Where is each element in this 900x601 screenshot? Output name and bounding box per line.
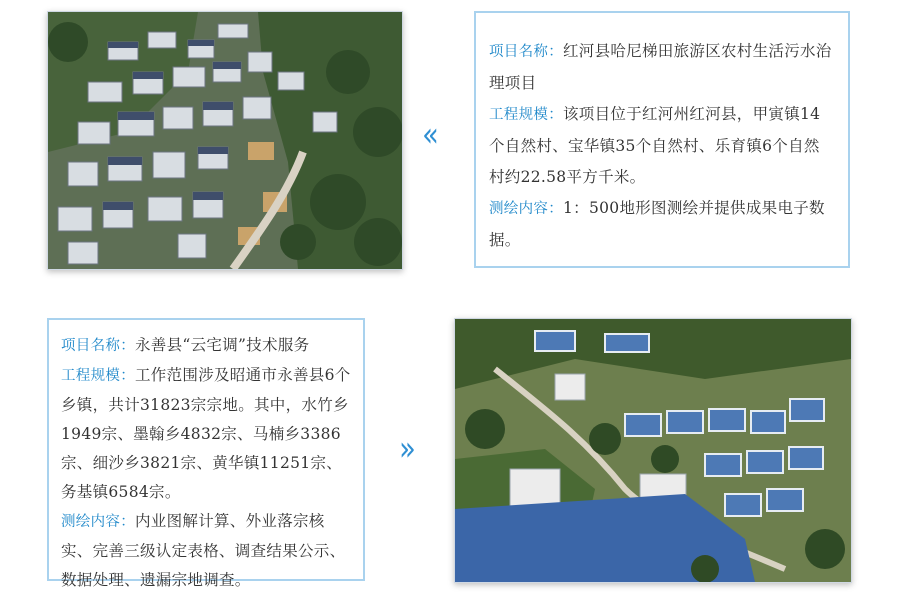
project-card-2 (47, 318, 365, 589)
project-name-value: 红河县哈尼梯田旅游区农村生活污水治理项目 (489, 42, 832, 92)
village-aerial-photo-1 (47, 11, 403, 270)
project-scale-label: 工程规模： (489, 107, 563, 123)
project-name-label: 项目名称： (61, 338, 135, 354)
survey-content-value: 1：500地形图测绘并提供成果电子数据。 (489, 199, 825, 249)
double-chevron-left-icon: « (422, 115, 439, 155)
project-2-name-row (61, 331, 353, 361)
project-2-content-row (61, 507, 353, 595)
project-name-label: 项目名称： (489, 44, 563, 60)
project-scale-value: 该项目位于红河州红河县，甲寅镇14个自然村、宝华镇35个自然村、乐育镇6个自然村约22.58平方千米。 (489, 105, 821, 186)
survey-content-value: 内业图解计算、外业落宗核实、完善三级认定表格、调查结果公示、数据处理、遗漏宗地调查。 (61, 512, 346, 589)
project-card-1 (474, 11, 850, 268)
village-aerial-photo-2 (454, 318, 852, 583)
project-scale-label: 工程规模： (61, 368, 135, 384)
project-1-content-row (489, 193, 834, 256)
project-1-name-row (489, 36, 834, 99)
survey-content-label: 测绘内容： (489, 201, 563, 217)
project-2-scale-row (61, 361, 353, 507)
project-name-value: 永善县“云宅调”技术服务 (135, 336, 310, 354)
survey-content-label: 测绘内容： (61, 514, 135, 530)
double-chevron-right-icon: » (399, 429, 416, 469)
project-1-scale-row (489, 99, 834, 193)
project-scale-value: 工作范围涉及昭通市永善县6个乡镇，共计31823宗宗地。其中，水竹乡1949宗、墨翰乡4832宗、马楠乡3386宗、细沙乡3821宗、黄华镇11251宗、务基镇6584宗。 (61, 366, 351, 501)
